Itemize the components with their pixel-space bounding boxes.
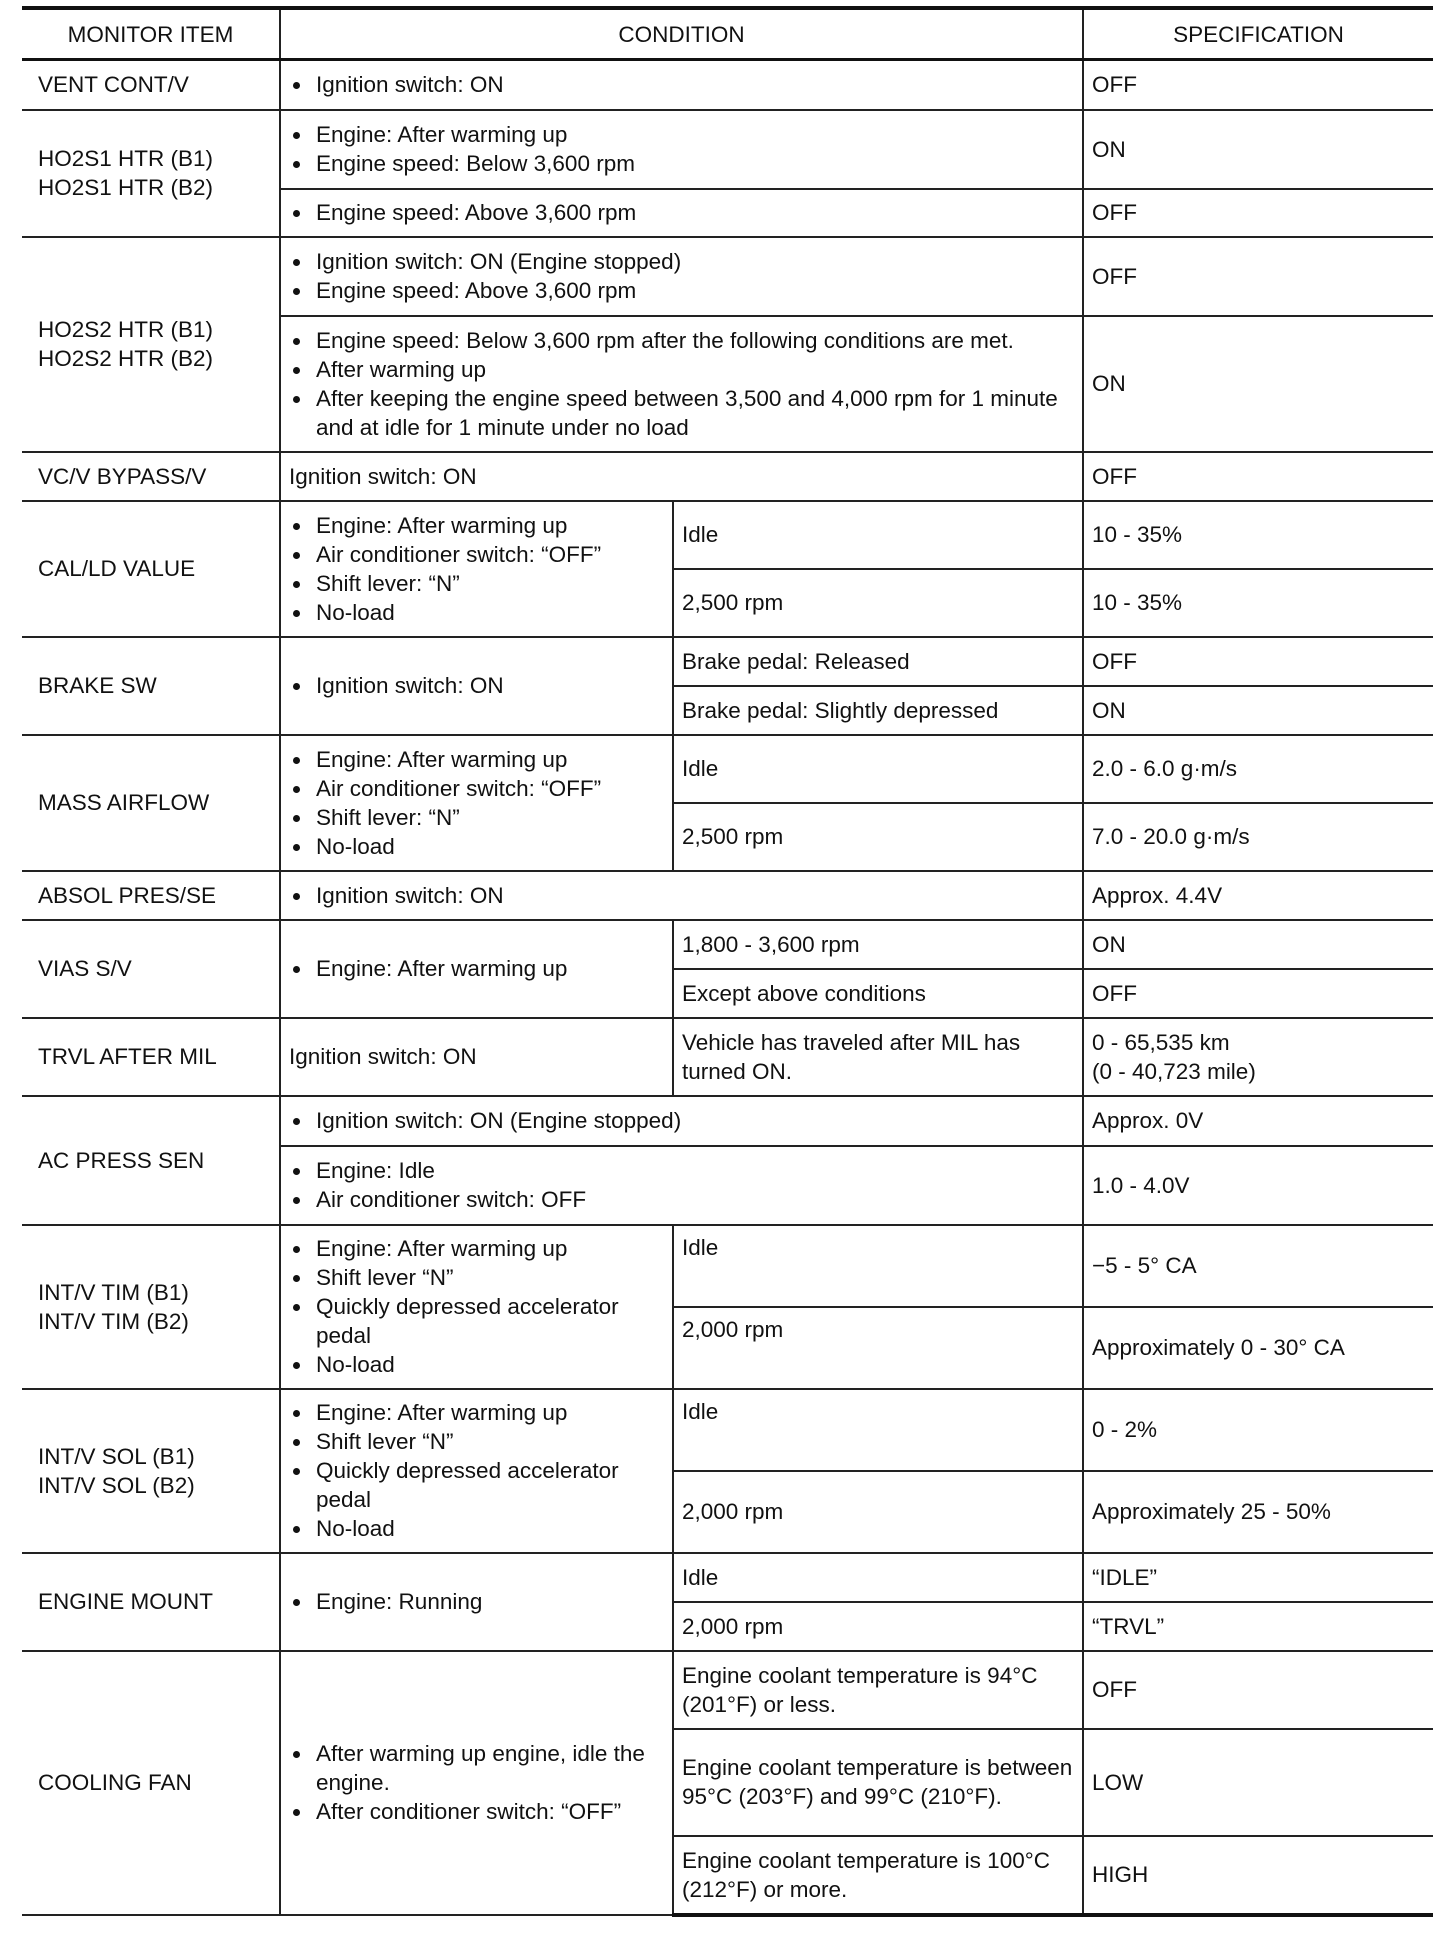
specification-cell: ON xyxy=(1083,920,1433,969)
condition-bullet: Quickly depressed accelerator pedal xyxy=(289,1456,664,1514)
condition-cell xyxy=(280,1389,673,1553)
header-specification: SPECIFICATION xyxy=(1083,8,1433,60)
monitor-item xyxy=(22,1225,280,1389)
monitor-item: ENGINE MOUNT xyxy=(22,1553,280,1651)
condition-cell xyxy=(280,1146,1083,1225)
monitor-item-line: INT/V SOL (B1) xyxy=(38,1443,195,1469)
sub-condition-cell: 2,000 rpm xyxy=(673,1471,1083,1553)
condition-list xyxy=(289,1156,1074,1214)
monitor-item: CAL/LD VALUE xyxy=(22,501,280,637)
table-row xyxy=(22,871,1433,920)
monitor-item xyxy=(22,110,280,237)
condition-list xyxy=(289,1398,664,1543)
table-row xyxy=(22,1096,1433,1146)
sub-condition-cell: 2,500 rpm xyxy=(673,569,1083,637)
header-condition: CONDITION xyxy=(280,8,1083,60)
table-row xyxy=(22,920,1433,969)
condition-bullet: Engine: Running xyxy=(289,1587,664,1616)
condition-bullet: Ignition switch: ON xyxy=(289,70,1074,99)
table-row xyxy=(22,1225,1433,1307)
specification-line: (0 - 40,723 mile) xyxy=(1092,1058,1256,1084)
monitor-item: MASS AIRFLOW xyxy=(22,735,280,871)
monitor-item-line: HO2S2 HTR (B1) xyxy=(38,317,214,342)
monitor-item: VENT CONT/V xyxy=(22,60,280,110)
sub-condition-cell: Idle xyxy=(673,1225,1083,1307)
specification-cell: LOW xyxy=(1083,1729,1433,1836)
specification-cell: 10 - 35% xyxy=(1083,569,1433,637)
table-row xyxy=(22,1389,1433,1471)
header-row xyxy=(22,8,1433,60)
sub-condition-cell: 2,000 rpm xyxy=(673,1307,1083,1389)
monitor-spec-sheet xyxy=(22,6,1433,1917)
condition-bullet: Engine: After warming up xyxy=(289,745,664,774)
specification-cell: 1.0 - 4.0V xyxy=(1083,1146,1433,1225)
condition-cell xyxy=(280,110,1083,189)
condition-cell xyxy=(280,637,673,735)
condition-list xyxy=(289,247,1074,305)
monitor-spec-table xyxy=(22,6,1433,1917)
condition-cell xyxy=(280,920,673,1018)
condition-bullet: Engine: After warming up xyxy=(289,1398,664,1427)
monitor-item: VC/V BYPASS/V xyxy=(22,452,280,501)
specification-cell: ON xyxy=(1083,110,1433,189)
table-row xyxy=(22,1018,1433,1096)
condition-cell xyxy=(280,871,1083,920)
specification-cell: OFF xyxy=(1083,452,1433,501)
specification-cell: OFF xyxy=(1083,637,1433,686)
monitor-item-line: HO2S1 HTR (B1) xyxy=(38,146,214,171)
condition-bullet: Ignition switch: ON xyxy=(289,881,1074,910)
table-row xyxy=(22,501,1433,569)
table-row xyxy=(22,110,1433,189)
condition-cell xyxy=(280,60,1083,110)
specification-cell: 7.0 - 20.0 g·m/s xyxy=(1083,803,1433,871)
condition-bullet: After warming up xyxy=(289,355,1058,384)
condition-bullet: Engine: After warming up xyxy=(289,954,664,983)
condition-list xyxy=(289,326,1074,442)
monitor-item: BRAKE SW xyxy=(22,637,280,735)
sub-condition-cell: Except above conditions xyxy=(673,969,1083,1018)
monitor-item: ABSOL PRES/SE xyxy=(22,871,280,920)
condition-cell xyxy=(280,1553,673,1651)
table-row xyxy=(22,735,1433,803)
monitor-item: TRVL AFTER MIL xyxy=(22,1018,280,1096)
condition-bullet: No-load xyxy=(289,1514,664,1543)
specification-cell xyxy=(1083,1018,1433,1096)
monitor-item: VIAS S/V xyxy=(22,920,280,1018)
monitor-item: COOLING FAN xyxy=(22,1651,280,1915)
monitor-item xyxy=(22,237,280,452)
condition-cell xyxy=(280,735,673,871)
condition-list xyxy=(289,511,664,627)
condition-cell xyxy=(280,1096,1083,1146)
condition-list xyxy=(289,954,664,983)
monitor-item-line: INT/V TIM (B1) xyxy=(38,1279,189,1305)
specification-cell: “IDLE” xyxy=(1083,1553,1433,1602)
table-row xyxy=(22,60,1433,110)
condition-list xyxy=(289,1587,664,1616)
monitor-item-line: INT/V SOL (B2) xyxy=(38,1472,195,1498)
condition-bullet: No-load xyxy=(289,1350,664,1379)
condition-cell: Ignition switch: ON xyxy=(280,1018,673,1096)
specification-line: 0 - 65,535 km xyxy=(1092,1029,1230,1055)
condition-cell xyxy=(280,1651,673,1915)
sub-condition-cell: 1,800 - 3,600 rpm xyxy=(673,920,1083,969)
condition-list xyxy=(289,1234,664,1379)
specification-cell: OFF xyxy=(1083,1651,1433,1729)
table-row xyxy=(22,237,1433,316)
condition-bullet: Engine speed: Below 3,600 rpm after the following conditions are met. xyxy=(289,326,1058,355)
condition-bullet: After keeping the engine speed between 3,500 and 4,000 rpm for 1 minute and at idle for 1 minute under no load xyxy=(289,384,1058,442)
table-row xyxy=(22,452,1433,501)
condition-bullet: Engine: Idle xyxy=(289,1156,1074,1185)
header-monitor-item: MONITOR ITEM xyxy=(22,8,280,60)
condition-list xyxy=(289,745,664,861)
condition-list xyxy=(289,198,1074,227)
monitor-item xyxy=(22,1389,280,1553)
specification-cell: OFF xyxy=(1083,189,1433,237)
specification-cell: Approx. 4.4V xyxy=(1083,871,1433,920)
sub-condition-cell: Idle xyxy=(673,1389,1083,1471)
monitor-item: AC PRESS SEN xyxy=(22,1096,280,1225)
specification-cell: “TRVL” xyxy=(1083,1602,1433,1651)
specification-cell: OFF xyxy=(1083,969,1433,1018)
specification-cell: OFF xyxy=(1083,60,1433,110)
specification-cell: 0 - 2% xyxy=(1083,1389,1433,1471)
condition-bullet: Shift lever “N” xyxy=(289,1263,664,1292)
specification-cell: Approximately 25 - 50% xyxy=(1083,1471,1433,1553)
condition-bullet: After warming up engine, idle the engine. xyxy=(289,1739,664,1797)
condition-bullet: Engine: After warming up xyxy=(289,120,1074,149)
condition-bullet: Shift lever: “N” xyxy=(289,803,664,832)
condition-bullet: After conditioner switch: “OFF” xyxy=(289,1797,664,1826)
condition-bullet: No-load xyxy=(289,598,664,627)
condition-list xyxy=(289,1739,664,1826)
condition-cell xyxy=(280,316,1083,452)
condition-bullet: Engine speed: Above 3,600 rpm xyxy=(289,198,1074,227)
condition-bullet: Engine speed: Below 3,600 rpm xyxy=(289,149,1074,178)
condition-bullet: Ignition switch: ON (Engine stopped) xyxy=(289,247,1074,276)
specification-cell: Approximately 0 - 30° CA xyxy=(1083,1307,1433,1389)
monitor-item-line: INT/V TIM (B2) xyxy=(38,1308,189,1334)
condition-bullet: Engine speed: Above 3,600 rpm xyxy=(289,276,1074,305)
sub-condition-cell: Engine coolant temperature is 100°C (212°F) or more. xyxy=(673,1836,1083,1915)
specification-cell: OFF xyxy=(1083,237,1433,316)
condition-list xyxy=(289,881,1074,910)
condition-list xyxy=(289,120,1074,178)
sub-condition-cell: Idle xyxy=(673,1553,1083,1602)
condition-bullet: Ignition switch: ON (Engine stopped) xyxy=(289,1106,1074,1135)
sub-condition-cell: Idle xyxy=(673,735,1083,803)
sub-condition-cell: Brake pedal: Slightly depressed xyxy=(673,686,1083,735)
condition-bullet: Engine: After warming up xyxy=(289,511,664,540)
condition-list xyxy=(289,671,664,700)
specification-cell: 10 - 35% xyxy=(1083,501,1433,569)
sub-condition-cell: Engine coolant temperature is between 95°C (203°F) and 99°C (210°F). xyxy=(673,1729,1083,1836)
table-row xyxy=(22,1553,1433,1602)
monitor-item-line: HO2S1 HTR (B2) xyxy=(38,175,214,200)
condition-bullet: Engine: After warming up xyxy=(289,1234,664,1263)
specification-cell: ON xyxy=(1083,686,1433,735)
specification-cell: −5 - 5° CA xyxy=(1083,1225,1433,1307)
condition-cell xyxy=(280,189,1083,237)
table-row xyxy=(22,637,1433,686)
condition-bullet: Shift lever “N” xyxy=(289,1427,664,1456)
condition-bullet: Ignition switch: ON xyxy=(289,671,664,700)
condition-cell: Ignition switch: ON xyxy=(280,452,1083,501)
sub-condition-cell: Brake pedal: Released xyxy=(673,637,1083,686)
sub-condition-cell: 2,000 rpm xyxy=(673,1602,1083,1651)
condition-bullet: Shift lever: “N” xyxy=(289,569,664,598)
condition-list xyxy=(289,1106,1074,1135)
sub-condition-cell: Engine coolant temperature is 94°C (201°F) or less. xyxy=(673,1651,1083,1729)
specification-cell: Approx. 0V xyxy=(1083,1096,1433,1146)
sub-condition-cell: 2,500 rpm xyxy=(673,803,1083,871)
specification-cell: ON xyxy=(1083,316,1433,452)
condition-bullet: Air conditioner switch: “OFF” xyxy=(289,774,664,803)
condition-bullet: Air conditioner switch: OFF xyxy=(289,1185,1074,1214)
monitor-item-line: HO2S2 HTR (B2) xyxy=(38,346,214,371)
condition-cell xyxy=(280,501,673,637)
sub-condition-cell: Vehicle has traveled after MIL has turned ON. xyxy=(673,1018,1083,1096)
specification-cell: HIGH xyxy=(1083,1836,1433,1915)
condition-bullet: Quickly depressed accelerator pedal xyxy=(289,1292,664,1350)
condition-cell xyxy=(280,237,1083,316)
sub-condition-cell: Idle xyxy=(673,501,1083,569)
condition-bullet: No-load xyxy=(289,832,664,861)
condition-list xyxy=(289,70,1074,99)
specification-cell: 2.0 - 6.0 g·m/s xyxy=(1083,735,1433,803)
condition-cell xyxy=(280,1225,673,1389)
table-row xyxy=(22,1651,1433,1729)
condition-bullet: Air conditioner switch: “OFF” xyxy=(289,540,664,569)
